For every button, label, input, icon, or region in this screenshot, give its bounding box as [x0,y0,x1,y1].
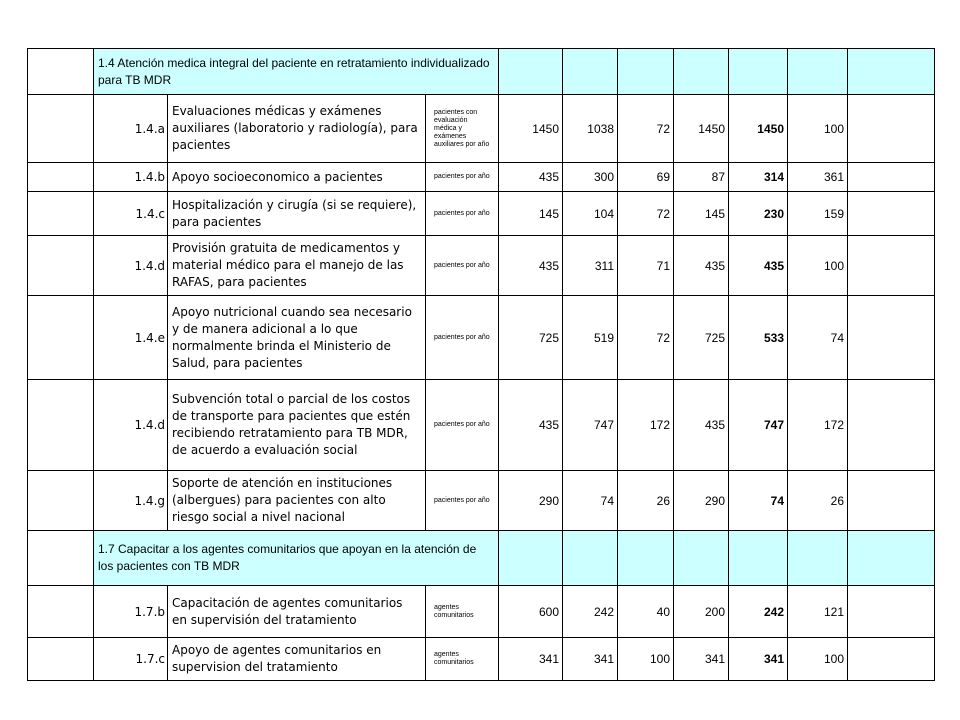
row-unit: pacientes por año [426,296,499,380]
section-row [28,531,935,586]
blank-cell [788,49,848,95]
value-3: 72 [618,95,674,163]
value-6: 26 [788,471,848,531]
table-row [28,638,935,681]
value-1: 725 [499,296,563,380]
value-5: 242 [729,586,788,638]
row-unit: pacientes por año [426,192,499,236]
section-row [28,49,935,95]
value-6: 361 [788,163,848,192]
table-row [28,586,935,638]
table-row [28,236,935,296]
value-4: 290 [674,471,729,531]
value-1: 341 [499,638,563,681]
blank-cell [28,163,94,192]
row-code: 1.7.c [94,638,168,681]
blank-cell [848,95,935,163]
value-3: 26 [618,471,674,531]
value-2: 311 [563,236,618,296]
value-6: 100 [788,95,848,163]
value-5: 74 [729,471,788,531]
value-5: 747 [729,380,788,471]
value-3: 72 [618,192,674,236]
row-unit: pacientes por año [426,236,499,296]
row-unit: pacientes con evaluación médica y exámenes auxiliares por año [426,95,499,163]
row-description: Apoyo de agentes comunitarios en supervision del tratamiento [168,638,426,681]
blank-cell [28,236,94,296]
value-6: 100 [788,236,848,296]
blank-cell [848,163,935,192]
value-2: 519 [563,296,618,380]
section-title: 1.4 Atención medica integral del paciente en retratamiento individualizado para TB MDR [94,49,499,95]
value-4: 1450 [674,95,729,163]
row-description: Apoyo socioeconomico a pacientes [168,163,426,192]
blank-cell [28,192,94,236]
table-row [28,471,935,531]
value-2: 1038 [563,95,618,163]
value-4: 145 [674,192,729,236]
row-description: Subvención total o parcial de los costos de transporte para pacientes que estén recibiendo retratamiento para TB MDR, de acuerdo a evaluación social [168,380,426,471]
value-5: 230 [729,192,788,236]
table-row [28,380,935,471]
value-6: 100 [788,638,848,681]
blank-cell [848,531,935,586]
blank-cell [28,471,94,531]
value-4: 725 [674,296,729,380]
table-row [28,296,935,380]
blank-cell [28,638,94,681]
blank-cell [674,531,729,586]
value-3: 71 [618,236,674,296]
row-unit: pacientes por año [426,380,499,471]
table-row [28,95,935,163]
blank-cell [28,380,94,471]
row-code: 1.7.b [94,586,168,638]
row-code: 1.4.d [94,236,168,296]
table-row [28,192,935,236]
section-title: 1.7 Capacitar a los agentes comunitarios que apoyan en la atención de los pacientes con TB MDR [94,531,499,586]
value-3: 72 [618,296,674,380]
value-2: 341 [563,638,618,681]
row-unit: agentes comunitarios [426,638,499,681]
value-5: 435 [729,236,788,296]
value-6: 172 [788,380,848,471]
blank-cell [848,638,935,681]
row-code: 1.4.e [94,296,168,380]
row-description: Apoyo nutricional cuando sea necesario y de manera adicional a lo que normalmente brinda el Ministerio de Salud, para pacientes [168,296,426,380]
value-1: 145 [499,192,563,236]
value-1: 1450 [499,95,563,163]
value-6: 74 [788,296,848,380]
blank-cell [674,49,729,95]
value-2: 74 [563,471,618,531]
value-1: 290 [499,471,563,531]
row-description: Capacitación de agentes comunitarios en supervisión del tratamiento [168,586,426,638]
row-unit: pacientes por año [426,163,499,192]
row-description: Provisión gratuita de medicamentos y material médico para el manejo de las RAFAS, para pacientes [168,236,426,296]
value-5: 1450 [729,95,788,163]
value-4: 200 [674,586,729,638]
value-5: 533 [729,296,788,380]
value-3: 40 [618,586,674,638]
blank-cell [28,49,94,95]
blank-cell [618,49,674,95]
value-3: 172 [618,380,674,471]
row-code: 1.4.d [94,380,168,471]
value-2: 242 [563,586,618,638]
value-3: 100 [618,638,674,681]
value-2: 300 [563,163,618,192]
blank-cell [729,49,788,95]
blank-cell [28,296,94,380]
value-6: 159 [788,192,848,236]
blank-cell [848,380,935,471]
row-code: 1.4.c [94,192,168,236]
blank-cell [28,95,94,163]
blank-cell [563,49,618,95]
value-5: 314 [729,163,788,192]
value-3: 69 [618,163,674,192]
row-description: Hospitalización y cirugía (si se requiere), para pacientes [168,192,426,236]
value-1: 600 [499,586,563,638]
blank-cell [28,586,94,638]
blank-cell [848,586,935,638]
row-unit: agentes comunitarios [426,586,499,638]
blank-cell [618,531,674,586]
blank-cell [848,236,935,296]
blank-cell [729,531,788,586]
value-4: 341 [674,638,729,681]
row-code: 1.4.a [94,95,168,163]
blank-cell [848,192,935,236]
blank-cell [499,531,563,586]
blank-cell [563,531,618,586]
value-5: 341 [729,638,788,681]
blank-cell [788,531,848,586]
blank-cell [848,296,935,380]
value-4: 87 [674,163,729,192]
row-code: 1.4.g [94,471,168,531]
value-6: 121 [788,586,848,638]
row-code: 1.4.b [94,163,168,192]
value-2: 747 [563,380,618,471]
row-unit: pacientes por año [426,471,499,531]
value-1: 435 [499,163,563,192]
value-1: 435 [499,236,563,296]
value-4: 435 [674,380,729,471]
value-4: 435 [674,236,729,296]
blank-cell [848,471,935,531]
blank-cell [499,49,563,95]
row-description: Soporte de atención en instituciones (albergues) para pacientes con alto riesgo social a nivel nacional [168,471,426,531]
indicators-table [27,48,935,681]
value-2: 104 [563,192,618,236]
table-row [28,163,935,192]
row-description: Evaluaciones médicas y exámenes auxiliares (laboratorio y radiología), para pacientes [168,95,426,163]
blank-cell [848,49,935,95]
blank-cell [28,531,94,586]
value-1: 435 [499,380,563,471]
